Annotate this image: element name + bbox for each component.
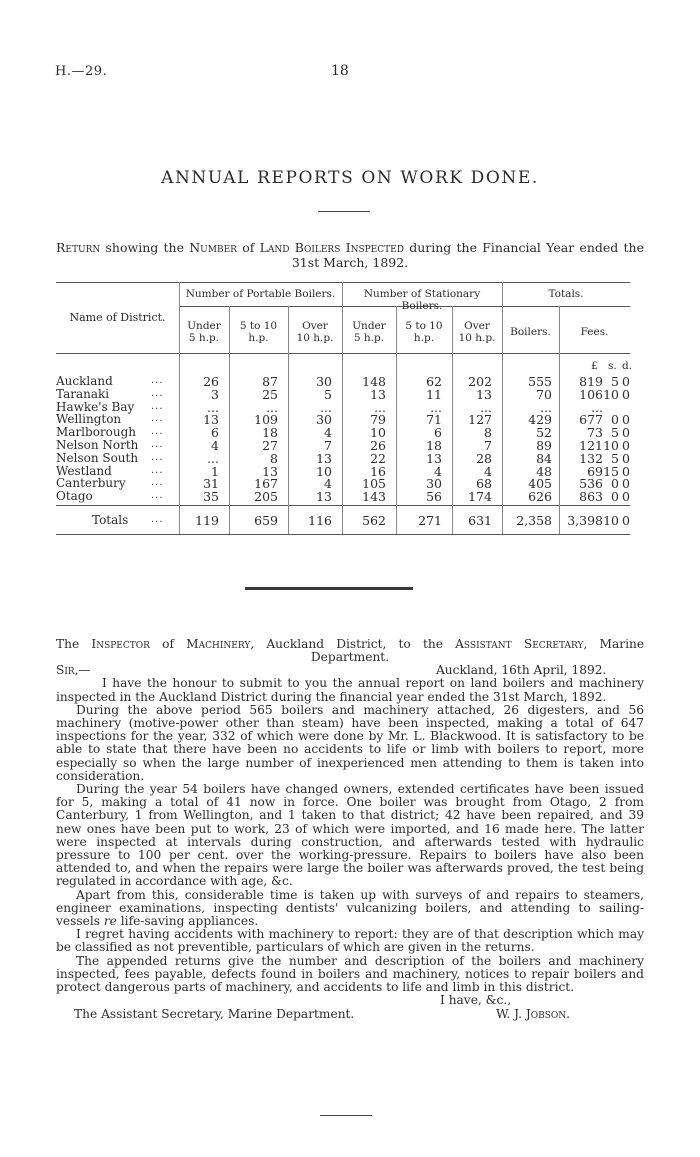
paragraph: I regret having accidents with machinery to report: they are of that description which may be classified as not preventible, particulars of which are given in the returns.: [56, 927, 644, 955]
district-name: Auckland: [56, 374, 113, 388]
leader-dots: ...: [151, 387, 164, 399]
page-number: 18: [331, 63, 349, 79]
salutation: Sir,—: [56, 663, 91, 678]
district-name: Otago: [56, 489, 93, 504]
paragraph: The appended returns give the number and description of the boilers and machinery inspected, fees payable, defects found in boilers and machinery, notices to repair boilers and protect dangerous parts of machinery, and accidents to life and limb in this district.: [56, 953, 644, 995]
cell-shillings: 0: [611, 476, 619, 492]
cell-s3: 127: [468, 412, 492, 428]
cell-p1: ...: [207, 399, 219, 415]
cell-pence: 0: [622, 412, 630, 428]
cell-boilers: 405: [528, 476, 552, 492]
leader-dots: ...: [151, 514, 164, 525]
table-caption: [56, 240, 644, 270]
leader-dots: ...: [151, 477, 164, 489]
cell-pounds: 121: [579, 438, 603, 453]
paragraph: Apart from this, considerable time is taken up with surveys of and repairs to steamers, engineer examinations, inspecting dentists' vulcanizing boilers, and attending to sailing-vessels re life-saving appliances.: [56, 887, 644, 929]
caption-text-2: of: [242, 240, 255, 255]
cell-s3: 7: [484, 438, 492, 453]
cell-boilers: 84: [536, 450, 552, 466]
cell-p2: 109: [254, 412, 278, 428]
cell-p2: 8: [270, 450, 278, 466]
subheader-stationary-5to10: 5 to 10 h.p.: [405, 320, 443, 344]
cell-pounds: 132: [579, 450, 603, 466]
paragraph: During the above period 565 boilers and machinery attached, 26 digesters, and 56 machinery (motive-power other than steam) have been inspected, making a total of 647 inspections for the year, 332 of which were done by Mr. L. Blackwood. It is satisfactory to be able to state that there have been no accidents to life or limb with boilers to report, more especially so when the large number of inexperienced men attending to them is taken into consideration.: [56, 702, 644, 783]
place-date: Auckland, 16th April, 1892.: [436, 663, 607, 678]
header-portable: Number of Portable Boilers.: [185, 288, 336, 300]
district-name: Nelson North: [56, 438, 139, 452]
cell-s2: 11: [426, 386, 442, 402]
subheader-stationary-over: Over 10 h.p.: [458, 320, 496, 344]
table-top-rule: [56, 282, 630, 283]
cell-boilers: 555: [528, 374, 552, 389]
header-stationary: Number of Stationary Boilers.: [363, 288, 481, 312]
cell-p3: 30: [316, 374, 332, 389]
cell-pence: 0: [622, 425, 630, 441]
cell-p1: 4: [211, 438, 219, 453]
cell-s1: 10: [370, 425, 386, 441]
cell-s2: 71: [426, 412, 442, 428]
cell-pence: 0: [622, 450, 630, 466]
cell-p1: 31: [203, 476, 219, 492]
cell-s3: 68: [476, 476, 492, 492]
cell-boilers: 70: [536, 386, 552, 402]
totals-rule: [56, 505, 630, 506]
signature: W. J. Jobson.: [496, 1007, 570, 1022]
letter-heading: The Inspector of Machinery, Auckland District, to the Assistant Secretary, Marine: [56, 637, 645, 651]
cell-boilers: ...: [540, 399, 552, 415]
cell-s2: 56: [426, 489, 442, 505]
closing: I have, &c.,: [440, 993, 512, 1008]
cell-pounds: 863: [579, 489, 603, 505]
cell-shillings: 15: [603, 463, 619, 479]
cell-p3: 13: [316, 489, 332, 505]
caption-land-boilers: Land Boilers Inspected: [259, 240, 404, 255]
cell-p3: 13: [316, 450, 332, 466]
total-pounds: 3,398: [567, 513, 603, 528]
addressee: The Assistant Secretary, Marine Department.: [74, 1007, 355, 1022]
cell-pounds: 536: [579, 476, 603, 492]
cell-s2: 6: [434, 425, 442, 441]
cell-pence: 0: [622, 476, 630, 492]
col-divider: [559, 306, 560, 534]
cell-pounds: 677: [579, 412, 603, 428]
cell-p1: 6: [211, 425, 219, 441]
leader-dots: ...: [151, 375, 164, 386]
cell-s1: 105: [362, 476, 386, 492]
cell-pounds: 73: [587, 425, 603, 441]
cell-s1: 79: [370, 412, 386, 428]
caption-return: Return: [56, 240, 101, 255]
cell-s2: 18: [426, 438, 442, 453]
cell-s1: 26: [370, 438, 386, 453]
cell-p2: ...: [266, 399, 278, 415]
total-pence: 0: [622, 513, 630, 528]
cell-s1: 16: [370, 463, 386, 479]
cell-boilers: 52: [536, 425, 552, 441]
leader-dots: ...: [151, 400, 164, 412]
cell-pounds: ...: [591, 399, 603, 415]
caption-number: Number: [189, 240, 237, 255]
subheader-stationary-under: Under 5 h.p.: [352, 320, 386, 344]
cell-p2: 167: [254, 476, 278, 492]
cell-p3: 4: [324, 476, 332, 492]
district-name: Westland: [56, 463, 112, 478]
cell-pounds: 106: [579, 386, 603, 402]
cell-pence: 0: [622, 438, 630, 453]
cell-boilers: 48: [536, 463, 552, 479]
total-shillings: 10: [603, 513, 619, 528]
cell-pounds: 69: [587, 463, 603, 479]
table-bottom-rule: [56, 534, 630, 535]
cell-p1: ...: [207, 450, 219, 466]
cell-p2: 205: [254, 489, 278, 505]
leader-dots: ...: [151, 413, 164, 425]
cell-s1: 148: [362, 374, 386, 389]
cell-p2: 25: [262, 386, 278, 402]
cell-pounds: 819: [579, 374, 603, 389]
leader-dots: ...: [151, 490, 164, 502]
cell-s3: ...: [480, 399, 492, 415]
cell-pence: 0: [622, 386, 630, 402]
cell-p2: 13: [262, 463, 278, 479]
currency-shillings: s.: [608, 360, 617, 372]
total-p1: 119: [195, 513, 219, 528]
cell-shillings: 5: [611, 374, 619, 389]
cell-shillings: 0: [611, 489, 619, 505]
cell-s2: ...: [430, 399, 442, 415]
caption-text-3: during the Financial Year ended the 31st March, 1892.: [291, 240, 644, 270]
cell-pence: 0: [622, 374, 630, 389]
cell-s1: 13: [370, 386, 386, 402]
district-name: Canterbury: [56, 476, 126, 491]
caption-text-1: showing the: [105, 240, 184, 255]
cell-s3: 202: [468, 374, 492, 389]
leader-dots: ...: [151, 426, 164, 438]
cell-p2: 27: [262, 438, 278, 453]
currency-pence: d.: [622, 360, 633, 372]
paragraph: During the year 54 boilers have changed owners, extended certificates have been issued for 5, making a total of 41 now in force. One boiler was brought from Otago, 2 from Canterbury, 1 from Wellington, and 1 taken to that district; 42 have been repaired, and 39 new ones have been put to work, 23 of which were imported, and 16 made here. The latter were inspected at intervals during construction, and afterwards tested with hydraulic pressure to 100 per cent. over the working-pressure. Repairs to boilers have also been attended to, and when the repairs were large the boiler was afterwards proved, the test being regulated in accordance with age, &c.: [56, 782, 644, 889]
cell-p2: 87: [262, 374, 278, 389]
district-name: Marlborough: [56, 425, 137, 440]
subheader-portable-under: Under 5 h.p.: [187, 320, 221, 344]
cell-s3: 8: [484, 425, 492, 441]
cell-p2: 18: [262, 425, 278, 441]
cell-p1: 3: [211, 386, 219, 402]
header-totals: Totals.: [548, 288, 584, 300]
cell-s2: 4: [434, 463, 442, 479]
title-divider: [318, 211, 370, 212]
cell-shillings: 5: [611, 425, 619, 441]
total-p2: 659: [254, 513, 278, 528]
total-s1: 562: [362, 513, 386, 528]
district-name: Nelson South: [56, 450, 139, 465]
letter-closing: [56, 994, 644, 1022]
cell-s1: ...: [374, 399, 386, 415]
cell-boilers: 429: [528, 412, 552, 428]
cell-s2: 62: [426, 374, 442, 389]
cell-s2: 30: [426, 476, 442, 492]
totals-label: Totals: [92, 513, 129, 527]
cell-p1: 1: [211, 463, 219, 479]
cell-shillings: 5: [611, 450, 619, 466]
section-divider: [245, 587, 413, 590]
header-bottom-rule: [56, 353, 630, 354]
cell-p1: 13: [203, 412, 219, 428]
district-name: Hawke's Bay: [56, 399, 135, 414]
page-reference: H.—29.: [55, 64, 108, 79]
cell-s3: 28: [476, 450, 492, 466]
cell-p3: 4: [324, 425, 332, 441]
cell-pence: 0: [622, 463, 630, 479]
cell-p1: 26: [203, 374, 219, 389]
total-s3: 631: [468, 513, 492, 528]
subheader-fees: Fees.: [580, 326, 609, 338]
cell-p3: 5: [324, 386, 332, 402]
total-p3: 116: [308, 513, 332, 528]
cell-s1: 22: [370, 450, 386, 466]
end-divider: [320, 1115, 372, 1116]
col-divider: [502, 282, 503, 534]
currency-pounds: £: [591, 360, 598, 372]
salutation-line: [56, 664, 644, 677]
cell-p1: 35: [203, 489, 219, 505]
cell-s2: 13: [426, 450, 442, 466]
letter: [56, 638, 644, 1022]
paragraph: I have the honour to submit to you the annual report on land boilers and machinery inspected in the Auckland District during the financial year ended the 31st March, 1892.: [56, 676, 644, 704]
cell-s3: 4: [484, 463, 492, 479]
cell-boilers: 89: [536, 438, 552, 453]
subheader-portable-over: Over 10 h.p.: [296, 320, 334, 344]
cell-s3: 174: [468, 489, 492, 505]
cell-p3: 30: [316, 412, 332, 428]
cell-shillings: 10: [603, 438, 619, 453]
district-name: Wellington: [56, 412, 122, 427]
leader-dots: ...: [151, 464, 164, 476]
cell-p3: 7: [324, 438, 332, 453]
total-s2: 271: [418, 513, 442, 528]
cell-p3: ...: [320, 399, 332, 415]
cell-s3: 13: [476, 386, 492, 402]
letter-heading-dept: Department.: [310, 650, 390, 665]
cell-p3: 10: [316, 463, 332, 479]
total-boilers: 2,358: [516, 513, 552, 528]
cell-pence: 0: [622, 489, 630, 505]
header-district: Name of District.: [69, 311, 166, 324]
leader-dots: ...: [151, 439, 164, 450]
page-title: ANNUAL REPORTS ON WORK DONE.: [161, 168, 539, 188]
cell-shillings: 10: [603, 386, 619, 402]
cell-s1: 143: [362, 489, 386, 505]
subheader-portable-5to10: 5 to 10 h.p.: [239, 320, 278, 344]
cell-shillings: 0: [611, 412, 619, 428]
cell-boilers: 626: [528, 489, 552, 505]
leader-dots: ...: [151, 451, 164, 463]
subheader-boilers: Boilers.: [510, 326, 551, 338]
district-name: Taranaki: [56, 386, 110, 401]
